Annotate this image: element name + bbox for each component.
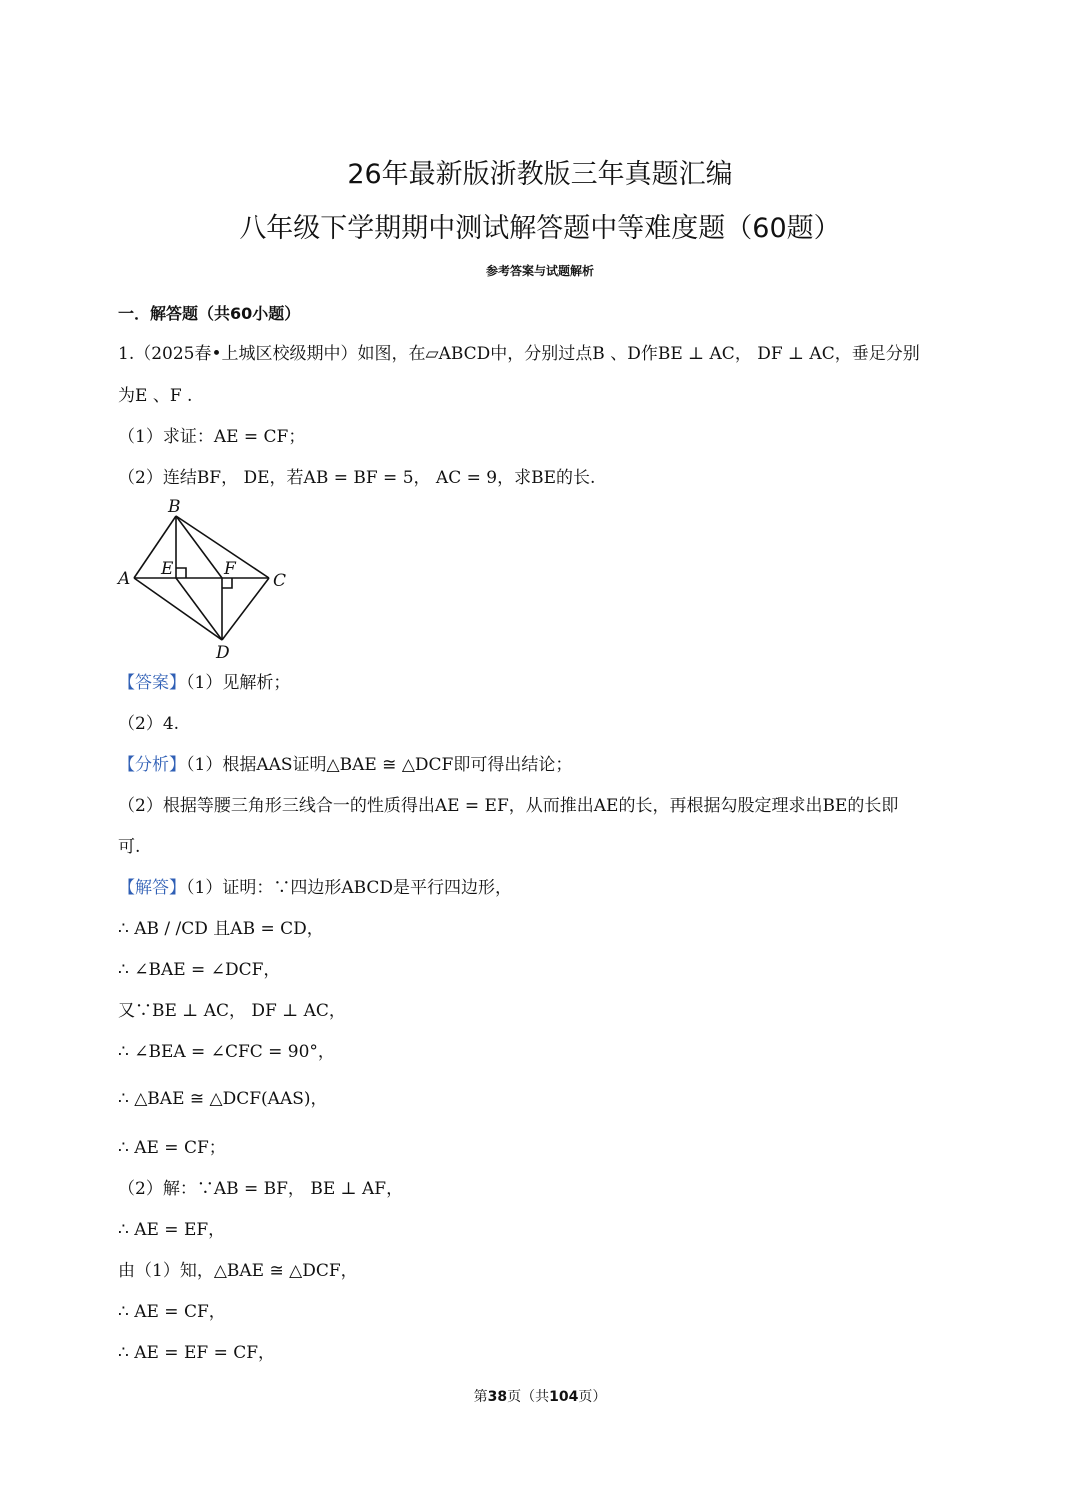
solution-line: ∴ AE = CF， <box>118 1302 226 1322</box>
answer-key-subtitle: 参考答案与试题解析 <box>485 264 594 278</box>
question-part-2: （2）连结BF， DE，若AB = BF = 5， AC = 9，求BE的长. <box>118 468 596 488</box>
question-stem-line-1: 1.（2025春•上城区校级期中）如图，在▱ABCD中，分别过点B 、D作BE ⊥ AC， DF ⊥ AC，垂足分别 <box>118 344 920 364</box>
question-stem-line-2: 为E 、F . <box>118 386 193 406</box>
solution-line: 由（1）知，△BAE ≅ △DCF， <box>118 1261 358 1281</box>
label-f: F <box>224 559 236 579</box>
side-bc <box>176 516 269 578</box>
document-subtitle-title: 八年级下学期期中测试解答题中等难度题（60题） <box>239 213 841 244</box>
section-heading: 一．解答题（共60小题） <box>118 304 301 323</box>
label-d: D <box>216 643 230 663</box>
label-c: C <box>273 571 287 591</box>
footer-prefix: 第 <box>473 1389 488 1405</box>
right-angle-mark-f <box>222 578 232 588</box>
answer-line-1: （1）见解析； <box>186 673 291 693</box>
parallelogram-figure <box>112 496 302 666</box>
footer-suffix: 页） <box>578 1389 607 1405</box>
solution-line: ∴ AE = EF， <box>118 1220 226 1240</box>
solution-line: ∴ △BAE ≅ △DCF(AAS)， <box>118 1089 328 1109</box>
answer-row <box>118 671 290 695</box>
side-da <box>134 578 222 640</box>
right-angle-mark-e <box>176 568 186 578</box>
solution-line: 又∵BE ⊥ AC， DF ⊥ AC， <box>118 1001 346 1021</box>
document-title: 26年最新版浙教版三年真题汇编 <box>347 159 733 190</box>
page-footer <box>0 1386 1080 1406</box>
analysis-row <box>118 753 572 777</box>
solution-line: ∴ AE = CF； <box>118 1138 226 1158</box>
analysis-line-1: （1）根据AAS证明△BAE ≅ △DCF即可得出结论； <box>186 755 573 775</box>
page-total: 104 <box>549 1389 579 1405</box>
label-e: E <box>161 559 174 579</box>
label-a: A <box>118 569 131 589</box>
analysis-tag: 【分析】 <box>118 755 186 775</box>
label-b: B <box>168 497 181 517</box>
solution-row <box>118 876 512 900</box>
answer-tag: 【答案】 <box>118 673 186 693</box>
analysis-line-3: 可. <box>118 837 141 857</box>
segment-de <box>176 578 222 640</box>
solution-line: ∴ ∠BEA = ∠CFC = 90°， <box>118 1042 335 1062</box>
solution-line: ∴ ∠BAE = ∠DCF， <box>118 960 281 980</box>
solution-tag: 【解答】 <box>118 878 186 898</box>
solution-line: ∴ AE = EF = CF， <box>118 1343 276 1363</box>
footer-mid: 页（共 <box>507 1389 550 1405</box>
solution-line: ∴ AB / /CD 且AB = CD， <box>118 919 324 939</box>
solution-line: （1）证明：∵四边形ABCD是平行四边形， <box>186 878 513 898</box>
analysis-line-2: （2）根据等腰三角形三线合一的性质得出AE = EF，从而推出AE的长，再根据勾股定理求出BE的长即 <box>118 796 899 816</box>
solution-line: （2）解：∵AB = BF， BE ⊥ AF， <box>118 1179 404 1199</box>
question-part-1: （1）求证：AE = CF； <box>118 427 306 447</box>
page-number: 38 <box>487 1389 508 1405</box>
answer-line-2: （2）4. <box>118 714 180 734</box>
